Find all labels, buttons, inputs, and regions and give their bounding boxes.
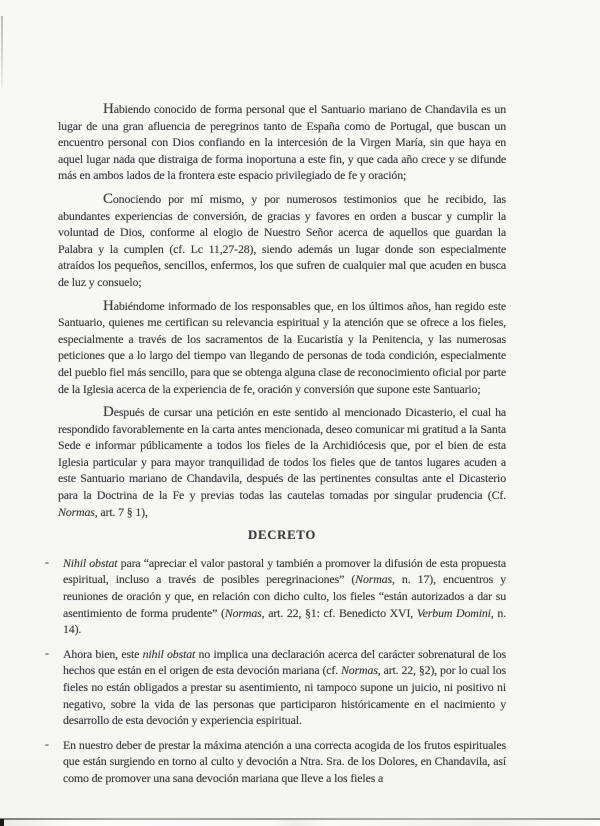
- scan-artifact-corner-mark: [0, 819, 4, 826]
- paragraph-1: Habiendo conocido de forma personal que el Santuario mariano de Chandavila es un lugar de una gran afluencia de peregrinos tanto de España como de Portugal, que buscan un encuentro personal con Dios confiando en la intercesión de la Virgen María, sin que haya en aquel lugar nada que distraiga de forma inoportuna a este fin, y que cada año crece y se difunde más en ambos lados de la frontera este espacio privilegiado de fe y oración;: [58, 101, 506, 183]
- decree-item-text: Ahora bien, este nihil obstat no implica una declaración acerca del carácter sobrenatural de los hechos que están en el origen de esta devoción mariana (cf. Normas, art. 22, §2), por lo cual los fieles no están obligados a prestar su asentimiento, ni tampoco supone un juicio, ni positivo ni negativo, sobre la vida de las personas que participaron históricamente en el nacimiento y desarrollo de esta devoción y experiencia espiritual.: [63, 646, 507, 728]
- scan-artifact-left-edge: [1, 16, 3, 88]
- decree-heading: DECRETO: [248, 528, 316, 543]
- decree-item-text: Nihil obstat para “apreciar el valor pastoral y también a promover la difusión de esta propuesta espiritual, incluso a través de posibles peregrinaciones” (Normas, n. 17), encuentros y reuniones de oración y que, en relación con dicho culto, los fieles “están autorizados a dar su asentimiento de forma prudente” (Normas, art. 22, §1: cf. Benedicto XVI, Verbum Domini, n. 14).: [63, 555, 507, 637]
- list-dash-marker: -: [45, 554, 49, 569]
- paragraph-2: Conociendo por mí mismo, y por numerosos testimonios que he recibido, las abundantes experiencias de conversión, de gracias y favores en orden a buscar y cumplir la voluntad de Dios, conforme al elogio de Nuestro Señor acerca de aquellos que guardan la Palabra y la cumplen (cf. Lc 11,27-28), siendo además un lugar donde son especialmente atraídos los pequeños, sencillos, enfermos, los que sufren de cualquier mal que acuden en busca de luz y consuelo;: [58, 190, 506, 289]
- list-dash-marker: -: [45, 645, 49, 660]
- scan-artifact-bottom-edge-strip: [0, 820, 600, 826]
- decree-item-2: [45, 645, 507, 729]
- list-dash-marker: -: [45, 736, 49, 751]
- decree-item-text: En nuestro deber de prestar la máxima atención a una correcta acogida de los frutos espirituales que están surgiendo en torno al culto y devoción a Ntra. Sra. de los Dolores, en Chandavila, así como de promover una sana devoción mariana que lleve a los fieles a: [63, 737, 506, 785]
- paragraph-3: Habiéndome informado de los responsables que, en los últimos años, han regido este Santuario, quienes me certifican su relevancia espiritual y la atención que se ofrece a los fieles, especialmente a través de los sacramentos de la Eucaristía y la Penitencia, y las numerosas peticiones que a lo largo del tiempo van llegando de personas de toda condición, especialmente del pueblo fiel más sencillo, para que se obtenga alguna clase de reconocimiento oficial por parte de la Iglesia acerca de la experiencia de fe, oración y conversión que supone este Santuario;: [58, 297, 506, 396]
- decree-item-3: [45, 736, 506, 787]
- paragraph-4: Después de cursar una petición en este sentido al mencionado Dicasterio, el cual ha respondido favorablemente en la carta antes mencionada, deseo comunicar mi gratitud a la Santa Sede e informar públicamente a todos los fieles de la Archidiócesis que, por el bien de esta Iglesia particular y para mayor tranquilidad de todos los fieles que de tantos lugares acuden a este Santuario mariano de Chandavila, después de las pertinentes consultas ante el Dicasterio para la Doctrina de la Fe y previas todas las cautelas tomadas por singular prudencia (Cf. Normas, art. 7 § 1),: [58, 404, 506, 519]
- decree-item-1: [45, 554, 507, 638]
